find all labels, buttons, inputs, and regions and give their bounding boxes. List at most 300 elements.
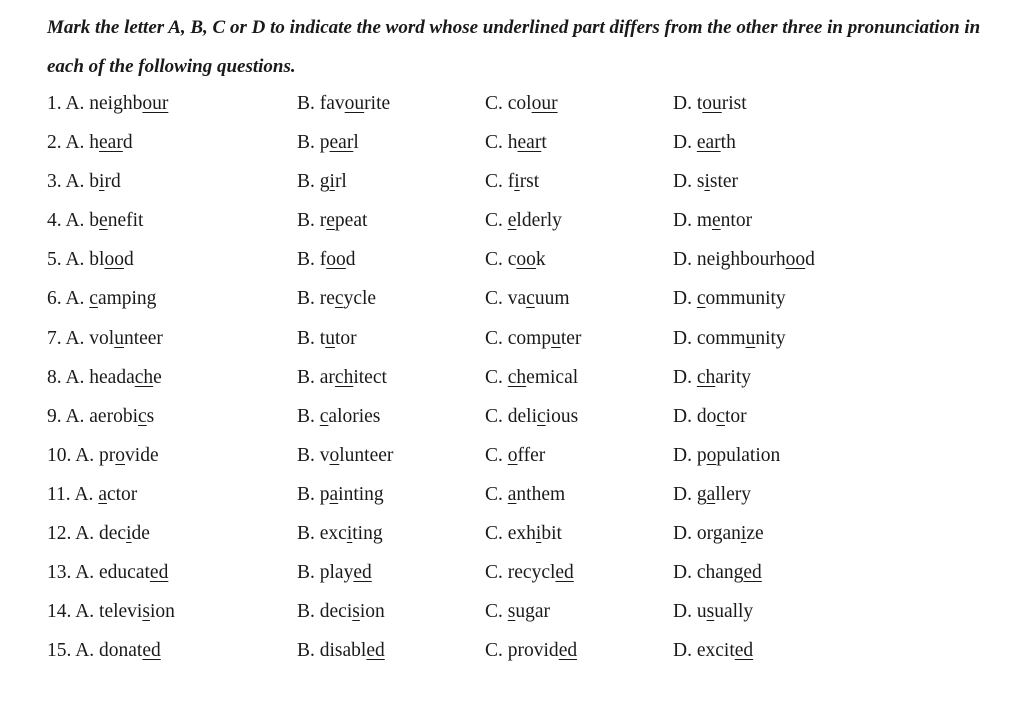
word-start: donat (99, 640, 143, 662)
option-letter: C. (485, 171, 503, 193)
word-start: col (507, 93, 532, 114)
option-a (47, 436, 159, 475)
underlined-part: i (329, 171, 335, 193)
option-letter: D. (673, 444, 692, 466)
word-start: s (696, 171, 705, 193)
underlined-part: u (114, 327, 124, 349)
option-letter: D. (673, 171, 692, 193)
word-end: rite (364, 93, 391, 114)
option-c (485, 319, 581, 358)
option-letter: D. (673, 366, 692, 388)
question-list (47, 84, 1007, 670)
option-letter: C. (485, 405, 503, 427)
option-letter: A. (65, 366, 85, 388)
option-letter: A. (75, 601, 95, 623)
option-letter: B. (297, 405, 315, 427)
option-c (485, 475, 565, 514)
underlined-part: s (706, 601, 715, 623)
question-number: 11. (47, 483, 71, 505)
option-b (297, 631, 385, 670)
option-letter: A. (65, 210, 85, 232)
option-d (673, 84, 747, 123)
option-letter: B. (297, 93, 315, 114)
option-c (485, 631, 577, 670)
word-end: k (535, 249, 546, 271)
word-start: r (319, 210, 327, 232)
word-start: c (507, 249, 517, 271)
underlined-part: our (531, 93, 558, 114)
word-start: neighb (89, 93, 143, 114)
question-row (47, 631, 1007, 670)
option-b (297, 84, 390, 123)
underlined-part: oo (104, 249, 124, 271)
word-end: itect (353, 366, 387, 388)
underlined-part: ear (99, 132, 123, 154)
underlined-part: oo (516, 249, 536, 271)
word-end: rl (334, 171, 347, 193)
underlined-part: ed (555, 562, 574, 584)
word-end: nefit (107, 210, 144, 232)
option-b (297, 475, 384, 514)
underlined-part: a (329, 483, 339, 505)
option-d (673, 279, 786, 318)
option-letter: C. (485, 562, 503, 584)
word-end: ster (709, 171, 739, 193)
option-a (47, 201, 143, 240)
word-start: g (319, 171, 330, 193)
option-letter: C. (485, 523, 503, 545)
word-end: rst (519, 171, 540, 193)
option-d (673, 631, 753, 670)
option-b (297, 162, 347, 201)
word-end: d (805, 249, 815, 271)
option-b (297, 319, 357, 358)
word-end: ually (714, 601, 754, 623)
question-row (47, 436, 1007, 475)
option-a (47, 553, 168, 592)
option-letter: B. (297, 249, 315, 271)
underlined-part: ed (734, 640, 754, 662)
question-row (47, 240, 1007, 279)
word-start: g (696, 483, 707, 505)
underlined-part: o (115, 444, 126, 466)
option-letter: A. (75, 444, 95, 466)
underlined-part: ed (353, 562, 372, 584)
option-letter: C. (485, 444, 503, 466)
underlined-part: ed (366, 640, 385, 662)
underlined-part: ed (142, 640, 161, 662)
option-letter: D. (673, 93, 692, 114)
option-letter: B. (297, 601, 315, 623)
word-end: peat (334, 210, 368, 232)
option-letter: B. (297, 171, 315, 193)
word-end: de (131, 523, 150, 545)
word-start: re (319, 288, 335, 310)
option-a (47, 631, 161, 670)
word-end: th (720, 132, 736, 154)
option-letter: C. (485, 366, 503, 388)
question-number: 8. (47, 366, 62, 388)
underlined-part: ed (743, 562, 762, 584)
underlined-part: o (507, 444, 518, 466)
word-start: chang (696, 562, 744, 584)
option-letter: B. (297, 523, 315, 545)
option-c (485, 592, 550, 631)
underlined-part: c (696, 288, 706, 310)
option-letter: D. (673, 288, 692, 310)
option-a (47, 84, 168, 123)
word-end: ion (149, 601, 175, 623)
option-letter: B. (297, 444, 315, 466)
word-start: educat (99, 562, 150, 584)
word-start: comp (507, 327, 552, 349)
word-start: deci (319, 601, 353, 623)
option-letter: D. (673, 327, 692, 349)
option-d (673, 123, 736, 162)
question-row (47, 397, 1007, 436)
option-a (47, 358, 162, 397)
underlined-part: e (507, 210, 517, 232)
word-end: ntor (720, 210, 753, 232)
word-start: v (319, 444, 330, 466)
word-end: lderly (516, 210, 562, 232)
word-start: neighbourh (696, 249, 786, 271)
underlined-part: ear (696, 132, 721, 154)
instructions: Mark the letter A, B, C or D to indicate the word whose underlined part differs from the other three in pronunciation in each of the following questions. (47, 17, 981, 77)
underlined-part: u (745, 327, 756, 349)
underlined-part: s (507, 601, 516, 623)
option-b (297, 201, 367, 240)
word-start: do (696, 405, 717, 427)
underlined-part: u (325, 327, 335, 349)
option-letter: D. (673, 562, 692, 584)
option-letter: D. (673, 132, 692, 154)
question-number: 7. (47, 327, 62, 349)
word-end: ze (746, 523, 764, 545)
word-start: exh (507, 523, 536, 545)
option-letter: B. (297, 640, 315, 662)
underlined-part: e (712, 210, 721, 232)
question-row (47, 592, 1007, 631)
word-end: s (146, 405, 155, 427)
underlined-part: ch (134, 366, 154, 388)
word-end: rd (104, 171, 121, 193)
word-end: d (123, 249, 134, 271)
option-a (47, 279, 156, 318)
question-number: 4. (47, 210, 62, 232)
word-end: ion (359, 601, 385, 623)
question-number: 9. (47, 405, 62, 427)
underlined-part: c (334, 288, 344, 310)
word-end: t (541, 132, 547, 154)
underlined-part: o (706, 444, 717, 466)
word-end: nity (755, 327, 786, 349)
option-a (47, 514, 150, 553)
word-end: vide (125, 444, 159, 466)
option-a (47, 240, 134, 279)
underlined-part: i (346, 523, 353, 545)
option-c (485, 553, 574, 592)
option-b (297, 358, 387, 397)
option-d (673, 475, 751, 514)
option-c (485, 358, 578, 397)
word-end: ctor (106, 483, 138, 505)
word-start: p (319, 132, 330, 154)
word-end: ter (560, 327, 582, 349)
option-b (297, 553, 372, 592)
word-start: fav (319, 93, 345, 114)
underlined-part: a (706, 483, 716, 505)
option-d (673, 201, 752, 240)
underlined-part: c (138, 405, 147, 427)
word-end: e (153, 366, 162, 388)
question-row (47, 279, 1007, 318)
option-c (485, 123, 547, 162)
option-letter: C. (485, 249, 503, 271)
question-number: 2. (47, 132, 62, 154)
question-row (47, 201, 1007, 240)
option-letter: D. (673, 405, 692, 427)
underlined-part: i (740, 523, 747, 545)
word-end: tor (725, 405, 747, 427)
underlined-part: i (126, 523, 132, 545)
option-letter: A. (75, 562, 95, 584)
question-number: 12. (47, 523, 72, 545)
option-letter: C. (485, 288, 503, 310)
word-end: ious (545, 405, 579, 427)
word-end: uum (534, 288, 570, 310)
word-start: excit (696, 640, 735, 662)
word-start: play (319, 562, 354, 584)
question-number: 3. (47, 171, 62, 193)
question-row (47, 514, 1007, 553)
underlined-part: a (507, 483, 517, 505)
option-letter: A. (65, 288, 85, 310)
word-start: h (89, 132, 100, 154)
option-letter: C. (485, 327, 503, 349)
option-c (485, 201, 562, 240)
option-d (673, 553, 762, 592)
option-d (673, 397, 747, 436)
underlined-part: e (99, 210, 108, 232)
option-letter: C. (485, 483, 503, 505)
word-end: ugar (515, 601, 551, 623)
underlined-part: ou (702, 93, 722, 114)
option-a (47, 319, 163, 358)
option-c (485, 84, 558, 123)
word-start: heada (89, 366, 135, 388)
word-start: b (89, 171, 100, 193)
option-a (47, 475, 137, 514)
word-start: aerobi (89, 405, 139, 427)
word-end: ommunity (705, 288, 786, 310)
word-end: d (345, 249, 356, 271)
underlined-part: o (329, 444, 340, 466)
question-row (47, 358, 1007, 397)
word-start: pr (99, 444, 116, 466)
option-b (297, 397, 380, 436)
underlined-part: oo (785, 249, 806, 271)
option-c (485, 240, 546, 279)
word-end: ffer (517, 444, 546, 466)
option-letter: B. (297, 210, 315, 232)
underlined-part: e (326, 210, 335, 232)
word-end: lunteer (339, 444, 394, 466)
word-start: bl (89, 249, 105, 271)
question-number: 15. (47, 640, 72, 662)
option-letter: A. (65, 93, 85, 114)
option-d (673, 240, 815, 279)
word-end: alories (328, 405, 381, 427)
underlined-part: i (535, 523, 542, 545)
word-start: televi (99, 601, 143, 623)
question-number: 13. (47, 562, 72, 584)
question-number: 6. (47, 288, 62, 310)
underlined-part: s (352, 601, 360, 623)
underlined-part: ed (149, 562, 169, 584)
underlined-part: i (514, 171, 520, 193)
word-end: ting (352, 523, 383, 545)
word-start: provid (507, 640, 559, 662)
word-end: nthem (516, 483, 566, 505)
word-start: deli (507, 405, 538, 427)
option-letter: B. (297, 132, 315, 154)
underlined-part: c (526, 288, 535, 310)
option-d (673, 319, 786, 358)
option-d (673, 436, 780, 475)
underlined-part: u (551, 327, 561, 349)
option-letter: A. (65, 132, 85, 154)
question-row (47, 162, 1007, 201)
option-a (47, 123, 133, 162)
underlined-part: ch (507, 366, 527, 388)
question-number: 1. (47, 93, 62, 114)
option-letter: B. (297, 327, 315, 349)
option-c (485, 162, 539, 201)
question-number: 14. (47, 601, 72, 623)
option-d (673, 514, 764, 553)
option-letter: A. (75, 523, 95, 545)
underlined-part: ed (558, 640, 578, 662)
option-letter: C. (485, 93, 503, 114)
question-number: 10. (47, 444, 72, 466)
word-start: dec (99, 523, 127, 545)
underlined-part: ch (334, 366, 354, 388)
option-a (47, 162, 121, 201)
underlined-part: s (142, 601, 150, 623)
underlined-part: i (704, 171, 710, 193)
underlined-part: ear (329, 132, 354, 154)
option-letter: A. (65, 327, 85, 349)
underlined-part: our (142, 93, 169, 114)
option-letter: A. (75, 640, 95, 662)
option-letter: B. (297, 366, 315, 388)
word-start: va (507, 288, 527, 310)
word-start: f (507, 171, 515, 193)
word-end: tor (334, 327, 357, 349)
option-a (47, 592, 175, 631)
option-d (673, 358, 751, 397)
word-end: emical (526, 366, 579, 388)
word-start: ar (319, 366, 335, 388)
word-end: bit (541, 523, 562, 545)
option-c (485, 436, 545, 475)
option-letter: B. (297, 288, 315, 310)
underlined-part: ear (517, 132, 542, 154)
option-c (485, 514, 562, 553)
question-row (47, 123, 1007, 162)
option-b (297, 592, 385, 631)
option-b (297, 240, 356, 279)
word-start: u (696, 601, 707, 623)
option-letter: D. (673, 483, 692, 505)
word-start: t (696, 93, 703, 114)
word-end: llery (715, 483, 751, 505)
underlined-part: c (89, 288, 98, 310)
option-b (297, 514, 383, 553)
word-start: p (319, 483, 330, 505)
option-a (47, 397, 154, 436)
word-start: b (89, 210, 100, 232)
word-start: f (319, 249, 327, 271)
question-row (47, 475, 1007, 514)
option-letter: B. (297, 483, 315, 505)
option-letter: A. (65, 405, 85, 427)
underlined-part: a (98, 483, 107, 505)
option-letter: C. (485, 640, 503, 662)
option-letter: D. (673, 249, 692, 271)
word-start: m (696, 210, 713, 232)
option-letter: A. (65, 171, 85, 193)
question-row (47, 319, 1007, 358)
word-start: vol (89, 327, 115, 349)
word-end: nteer (123, 327, 163, 349)
option-c (485, 397, 578, 436)
option-d (673, 592, 753, 631)
word-end: pulation (716, 444, 781, 466)
word-start: disabl (319, 640, 367, 662)
option-letter: B. (297, 562, 315, 584)
option-letter: D. (673, 210, 692, 232)
option-letter: A. (74, 483, 94, 505)
word-start: organ (696, 523, 741, 545)
underlined-part: ch (696, 366, 716, 388)
option-b (297, 436, 393, 475)
option-d (673, 162, 738, 201)
option-letter: C. (485, 210, 503, 232)
word-start: comm (696, 327, 746, 349)
question-number: 5. (47, 249, 62, 271)
question-row (47, 84, 1007, 123)
word-end: inting (338, 483, 384, 505)
option-letter: D. (673, 640, 692, 662)
word-start: t (319, 327, 326, 349)
underlined-part: c (537, 405, 546, 427)
word-end: d (122, 132, 133, 154)
option-b (297, 279, 376, 318)
word-start: p (696, 444, 707, 466)
word-end: amping (97, 288, 157, 310)
word-end: rist (721, 93, 747, 114)
underlined-part: c (319, 405, 329, 427)
question-row (47, 553, 1007, 592)
underlined-part: i (99, 171, 105, 193)
word-end: ycle (343, 288, 377, 310)
option-letter: D. (673, 601, 692, 623)
word-start: h (507, 132, 518, 154)
underlined-part: oo (326, 249, 346, 271)
underlined-part: c (716, 405, 725, 427)
